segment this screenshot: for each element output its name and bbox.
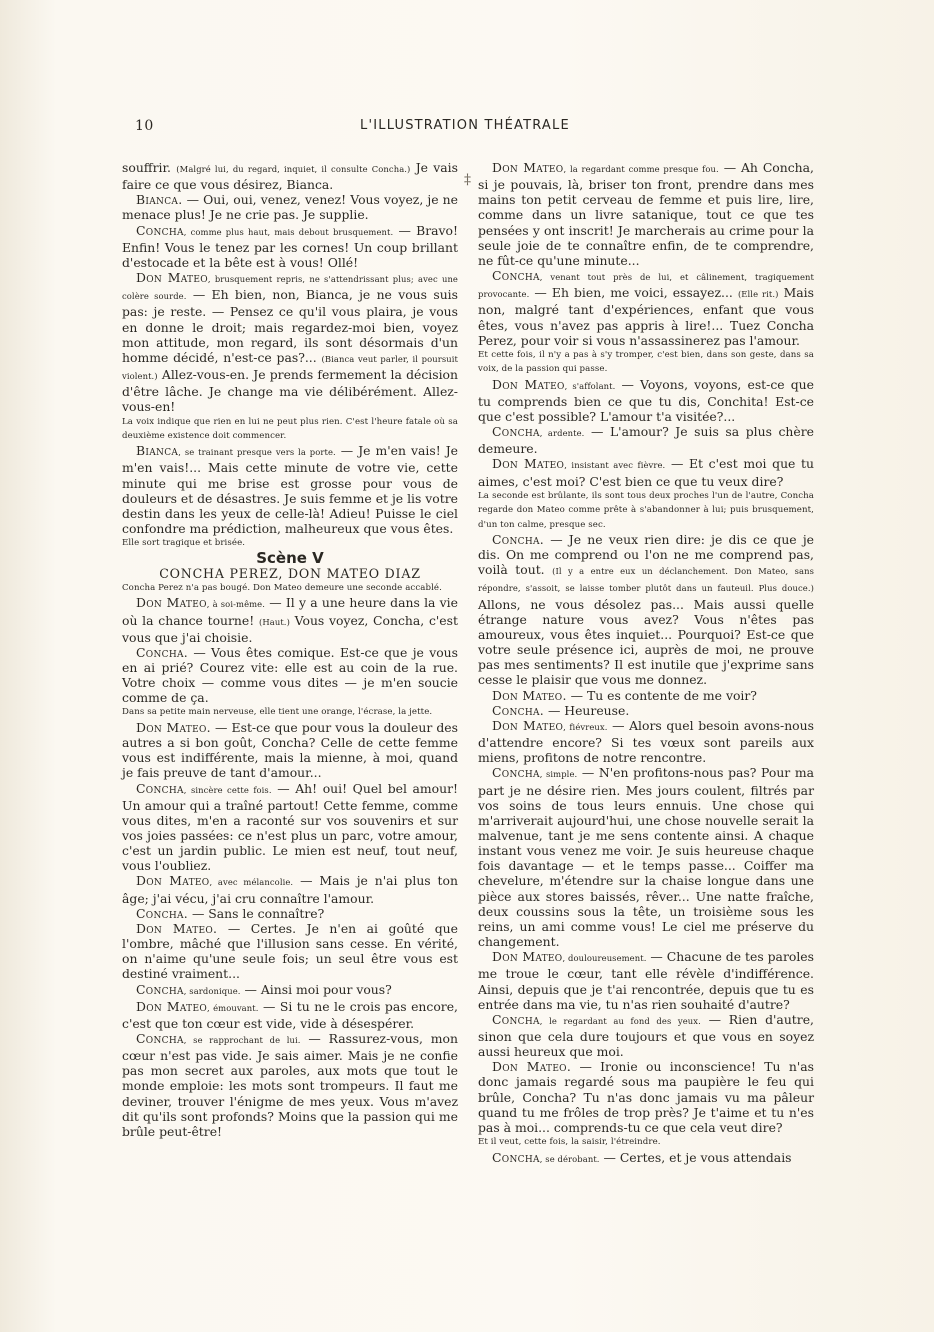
speaker-name: Don Mateo <box>492 717 564 733</box>
dialogue-line: Concha, le regardant au fond des yeux. — Rien d'autre, sinon que cela dure toujours et que vous en soyez aussi heureux que moi. <box>478 1011 814 1060</box>
speaker-name: Don Mateo <box>136 998 208 1014</box>
speaker-name: Bianca. <box>136 192 183 208</box>
stage-direction: Et cette fois, il n'y a pas à s'y tromper, c'est bien, dans son geste, dans sa voix, de la passion qui passe. <box>478 349 814 375</box>
dialogue-line: Don Mateo, insistant avec fièvre. — Et c'est moi que tu aimes, c'est moi? C'est bien ce que tu veux dire? <box>478 456 814 489</box>
scene-characters: CONCHA PEREZ, DON MATEO DIAZ <box>159 565 421 581</box>
speaker-name: Don Mateo. <box>136 920 218 936</box>
speaker-name: Don Mateo <box>136 873 210 889</box>
speaker-name: Concha <box>136 1031 184 1046</box>
dialogue-line: Don Mateo. — Est-ce que pour vous la douleur des autres a si bon goût, Concha? Celle de cette femme vous est indifférente, mais la mienne, à moi, quand je fais preuve de tant d'amour... <box>122 719 459 781</box>
dialogue-line: Bianca. — Oui, oui, venez, venez! Vous voyez, je ne menace plus! Je ne crie pas. Je supplie. <box>122 192 458 223</box>
stage-direction: Et il veut, cette fois, la saisir, l'étreindre. <box>478 1137 661 1148</box>
speaker-name: Don Mateo <box>492 160 564 175</box>
speaker-name: Don Mateo <box>492 376 565 392</box>
speaker-name: Concha <box>136 222 184 238</box>
margin-mark: ‡ <box>464 172 471 188</box>
speaker-name: Concha. <box>136 905 189 921</box>
dialogue-line: Concha, venant tout près de lui, et câlinement, tragiquement provocante. — Eh bien, me voici, essayez... (Elle rit.) Mais non, malgré tant d'expériences, enfant que vous êtes, vous n'avez pas appris à lire!... Tuez Concha Perez, pour voir si vous n'assassinerez pas l'amour. <box>478 268 814 348</box>
speaker-name: Concha <box>136 981 184 997</box>
dialogue-line: Concha, comme plus haut, mais debout brusquement. — Bravo! Enfin! Vous le tenez par les cornes! Un coup brillant d'estocade et la bête est à vous! Ollé! <box>122 222 458 270</box>
speaker-name: Concha <box>492 1149 540 1165</box>
dialogue-line: Don Mateo. — Certes. Je n'en ai goûté que l'ombre, mâché que l'illusion sans cesse. En vérité, on n'aime qu'une seule fois; un seul être vous est destiné vraiment... <box>122 920 458 982</box>
speaker-name: Concha <box>136 780 184 796</box>
dialogue-line: Don Mateo, brusquement repris, ne s'attendrissant plus; avec une colère sourde. — Eh bien, non, Bianca, je ne vous suis pas: je reste. — Pensez ce qu'il vous plaira, je vous en donne le droit; mais regardez-moi bien, voyez mon attitude, mon regard, ils sont désormais d'un homme décidé, n'est-ce pas?... (Bianca veut parler, il poursuit violent.) Allez-vous-en. Je prends fermement la décision d'être lâche. Je change ma vie délibérément. Allez-vous-en! <box>122 270 459 415</box>
speaker-name: Don Mateo <box>136 595 207 611</box>
speaker-name: Don Mateo <box>136 270 208 286</box>
stage-direction: La seconde est brûlante, ils sont tous deux proches l'un de l'autre, Concha regarde don Mateo comme prête à s'abandonner à lui; puis brusquement, d'un ton calme, presque sec. <box>478 490 814 530</box>
speaker-name: Don Mateo. <box>492 1059 572 1075</box>
speaker-name: Don Mateo <box>492 456 565 472</box>
dialogue-line: Don Mateo. — Tu es contente de me voir? <box>492 687 757 703</box>
dialogue-line: Concha, sardonique. — Ainsi moi pour vous? <box>136 981 392 997</box>
speaker-name: Concha <box>492 1011 540 1027</box>
speaker-name: Don Mateo <box>492 949 563 965</box>
stage-direction: Concha Perez n'a pas bougé. Don Mateo demeure une seconde accablé. <box>122 582 442 593</box>
dialogue-line: Don Mateo. — Ironie ou inconscience! Tu n'as donc jamais regardé sous ma paupière le feu qui brûle, Concha? Tu n'as donc jamais vu ma pâleur quand tu me frôles de trop près? Je t'aime et tu n'es pas à moi... comprends-tu ce que cela veut dire? <box>478 1059 814 1135</box>
speaker-name: Concha. <box>492 702 545 718</box>
dialogue-line: Bianca, se trainant presque vers la porte. — Je m'en vais! Je m'en vais!... Mais cette minute de votre vie, cette minute qui me brise est grosse pour vous de douleurs et de désastres. Je suis femme et je lis votre destin dans les yeux de celle-là! Adieu! Puisse le ciel confondre ma prédiction, malheureux que vous êtes. <box>122 443 458 537</box>
dialogue-line: Concha, se dérobant. — Certes, et je vous attendais <box>492 1149 792 1165</box>
scene-title: Scène V <box>256 548 324 567</box>
dialogue-line: souffrir. (Malgré lui, du regard, inquiet, il consulte Concha.) Je vais faire ce que vous désirez, Bianca. <box>122 160 458 193</box>
speaker-name: Concha <box>492 268 540 284</box>
right-column <box>478 160 814 1167</box>
dialogue-line: Concha, se rapprochant de lui. — Rassurez-vous, mon cœur n'est pas vide. Je sais aimer. Mais je ne confie pas mon secret aux paroles, aux mots que tout le monde emploie: les mots sont trompeurs. Il faut me deviner, trouver l'énigme de mes yeux. Vous m'avez dit qu'ils sont profonds? Moins que la passion qui me brûle peut-être! <box>122 1031 458 1139</box>
dialogue-line: Concha. — Heureuse. <box>492 702 630 718</box>
speaker-name: Don Mateo. <box>136 719 211 735</box>
dialogue-line: Don Mateo, s'affolant. — Voyons, voyons, est-ce que tu comprends bien ce que tu dis, Conchita! Est-ce que c'est possible? L'amour t'a visitée?... <box>478 376 814 424</box>
dialogue-line: Concha, simple. — N'en profitons-nous pas? Pour ma part je ne désire rien. Mes jours coulent, filtrés par vos soins de tous leurs ennuis. Une chose qui m'arriverait aujourd'hui, une chose nouvelle serait la malvenue, tant je me sens contente ainsi. A chaque instant vous venez me voir. Je suis heureuse chaque fois davantage — et le temps passe... Coiffer ma chevelure, m'étendre sur la chaise longue dans une pièce aux stores baissés, rêver... Une natte fraîche, deux coussins sous la tête, un troisième sous les reins, un ami comme vous! Le ciel me préserve du changement. <box>478 765 814 950</box>
dialogue-line: Don Mateo, émouvant. — Si tu ne le crois pas encore, c'est que ton cœur est vide, vide à désespérer. <box>122 998 458 1031</box>
speaker-name: Don Mateo. <box>492 687 567 703</box>
dialogue-line: Don Mateo, à soi-même. — Il y a une heure dans la vie où la chance tourne! (Haut.) Vous voyez, Concha, c'est vous que j'ai choisie. <box>122 595 458 645</box>
stage-direction: Dans sa petite main nerveuse, elle tient une orange, l'écrase, la jette. <box>122 707 433 718</box>
speaker-name: Concha <box>492 765 540 781</box>
dialogue-line: Don Mateo, avec mélancolie. — Mais je n'ai plus ton âge; j'ai vécu, j'ai cru connaître l'amour. <box>122 873 458 906</box>
dialogue-line: Don Mateo, douloureusement. — Chacune de tes paroles me troue le cœur, tant elle révèle d'indifférence. Ainsi, depuis que je t'ai rencontrée, depuis que tu es entrée dans ma vie, tu n'as rien souhaité d'autre? <box>478 949 814 1012</box>
speaker-name: Concha. <box>492 532 545 547</box>
left-column <box>122 160 458 1139</box>
page-number: 10 <box>135 118 154 134</box>
dialogue-line: Don Mateo, fiévreux. — Alors quel besoin avons-nous d'attendre encore? Si tes vœux sont pareils aux miens, profitons de notre rencontre. <box>478 717 814 766</box>
dialogue-line: Concha, sincère cette fois. — Ah! oui! Quel bel amour! Un amour qui a traîné partout! Cette femme, comme vous dites, m'en a raconté sur vos souvenirs et sur vos joies passées: ce n'est plus un parc, votre amour, c'est un jardin public. Le mien est neuf, tout neuf, vous l'oubliez. <box>122 780 459 874</box>
speaker-name: Concha <box>492 424 540 440</box>
stage-direction: Elle sort tragique et brisée. <box>122 538 246 549</box>
dialogue-line: Concha. — Sans le connaître? <box>136 905 325 921</box>
dialogue-line: Concha. — Vous êtes comique. Est-ce que je vous en ai prié? Courez vite: elle est au coin de la rue. Votre choix — comme vous dites — je m'en soucie comme de ça. <box>122 644 458 706</box>
dialogue-line: Don Mateo, la regardant comme presque fou. — Ah Concha, si je pouvais, là, briser ton front, prendre dans mes mains ton petit cerveau de femme et puis lire, lire, comme dans un livre satanique, tout ce que tes pensées y ont inscrit! Je marcherais au crime pour la seule joie de te connaître enfin, de te comprendre, ne fût-ce qu'une minute... <box>478 160 814 268</box>
dialogue-line: Concha, ardente. — L'amour? Je suis sa plus chère demeure. <box>478 424 814 457</box>
speaker-name: Bianca <box>136 443 179 459</box>
stage-direction: La voix indique que rien en lui ne peut plus rien. C'est l'heure fatale où sa deuxième existence doit commencer. <box>122 416 458 441</box>
dialogue-line: Concha. — Je ne veux rien dire: je dis ce que je dis. On me comprend ou l'on ne me comprend pas, voilà tout. (Il y a entre eux un déclanchement. Don Mateo, sans répondre, s'assoit, se laisse tomber plutôt dans un fauteuil. Plus douce.) Allons, ne vous désolez pas... Mais aussi quelle étrange nature vous avez? Vous n'êtes pas amoureux, vous êtes inquiet... Pourquoi? Est-ce que votre seule présence ici, auprès de moi, ne prouve pas mes sentiments? Il est inutile que j'exprime sans cesse le plaisir que vous me donnez. <box>478 532 814 688</box>
speaker-name: Concha. <box>136 644 189 660</box>
running-title: L'ILLUSTRATION THÉATRALE <box>360 118 570 133</box>
